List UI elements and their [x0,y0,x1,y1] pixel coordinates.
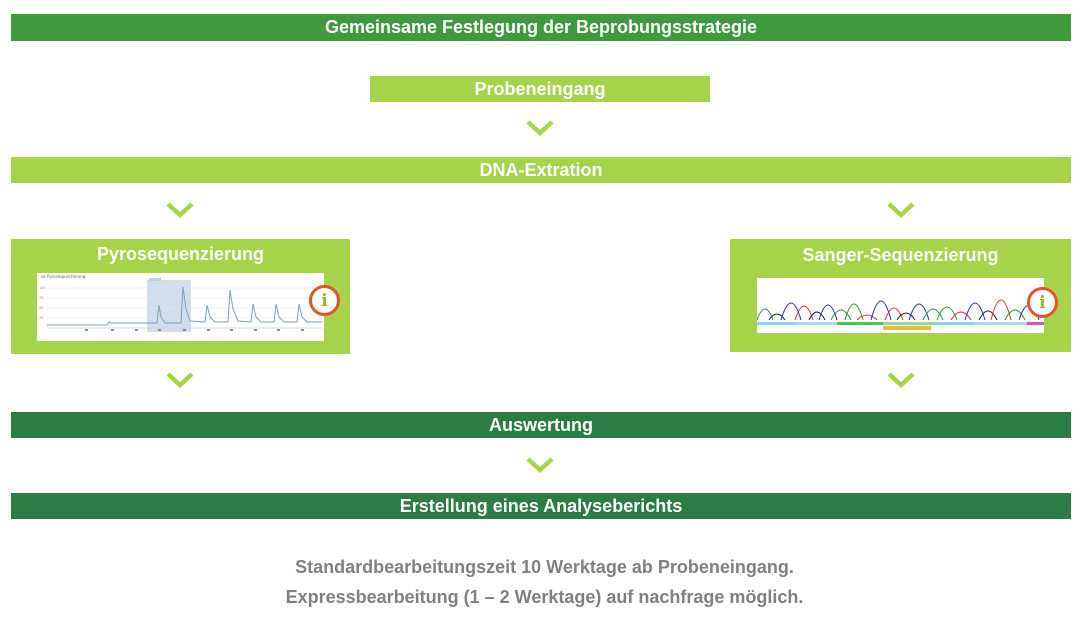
chromatogram-image [757,278,1044,333]
chevron-down-icon [165,371,195,389]
step-extraction-label: DNA-Extration [479,159,603,180]
footer-express-note: Expressbearbeitung (1 – 2 Werktage) auf nachfrage möglich. [285,587,804,607]
svg-text:50: 50 [39,306,44,310]
step-evaluation [11,412,1071,438]
chevron-down-icon [165,201,195,219]
sanger-panel [730,239,1071,352]
sanger-title: Sanger-Sequenzierung [802,245,999,265]
step-strategy-label: Gemeinsame Festlegung der Beprobungsstrategie [324,17,758,37]
pyro-title: Pyrosequenzierung [96,244,265,264]
step-report-label: Erstellung eines Analyseberichts [399,495,683,516]
info-glyph: i [321,290,328,311]
footer-standard-time: Standardbearbeitungszeit 10 Werktage ab Probeneingang. [295,557,794,577]
step-evaluation-label: Auswertung [488,414,593,435]
info-glyph: i [1039,292,1046,313]
info-icon[interactable] [1027,287,1058,318]
pyrogram-image [37,273,324,341]
step-intake-label: Probeneingang [474,78,606,99]
chevron-down-icon [886,371,916,389]
info-icon[interactable] [309,285,340,316]
svg-text:75: 75 [39,296,44,300]
step-extraction [11,157,1071,183]
chevron-down-icon [525,119,555,137]
svg-text:100: 100 [39,286,46,290]
step-report [11,493,1071,519]
chevron-down-icon [525,456,555,474]
pyro-panel [11,239,350,354]
chevron-down-icon [886,201,916,219]
step-intake [370,76,710,102]
svg-text:ok Pyrosequenzierung: ok Pyrosequenzierung [41,274,86,279]
svg-text:25: 25 [39,316,44,320]
step-strategy [11,14,1071,41]
